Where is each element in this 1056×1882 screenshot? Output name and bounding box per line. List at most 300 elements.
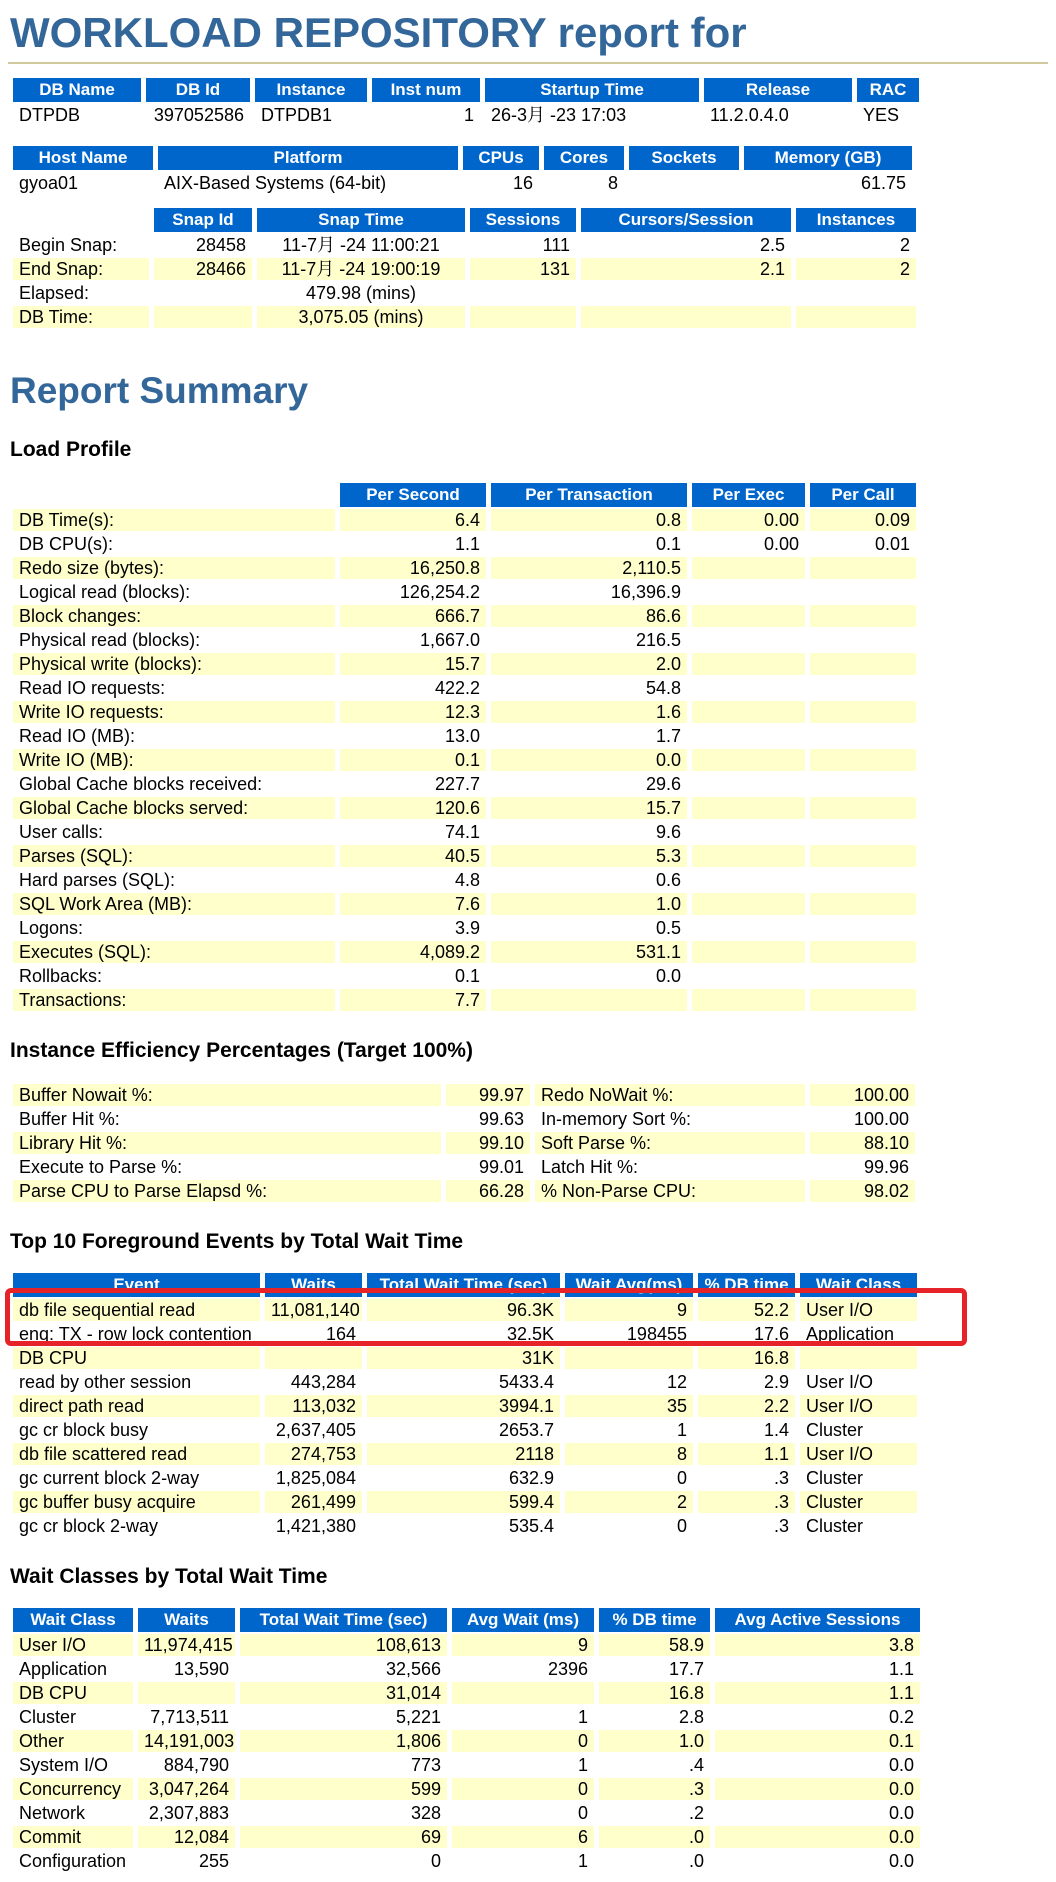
table-row — [13, 234, 916, 256]
column-header: Per Second — [340, 483, 486, 507]
table-cell: Cluster — [806, 1516, 864, 1536]
table-cell: 8 — [565, 1443, 693, 1465]
table-row — [13, 701, 916, 723]
instance-efficiency-table — [8, 1082, 920, 1204]
table-cell: 0.0 — [655, 966, 681, 986]
table-cell: 0 — [676, 1468, 687, 1488]
table-cell: 0.6 — [655, 870, 681, 890]
table-cell — [470, 282, 576, 304]
table-cell: 9 — [452, 1634, 594, 1656]
table-cell: Concurrency — [13, 1778, 133, 1800]
table-cell: 0.2 — [888, 1707, 914, 1727]
table-cell: 1 — [463, 105, 474, 125]
table-cell: DB CPU — [13, 1347, 260, 1369]
table-cell — [138, 1682, 235, 1704]
table-cell: 9 — [565, 1299, 693, 1321]
table-row — [13, 1156, 915, 1178]
table-cell — [810, 965, 916, 987]
table-cell: direct path read — [13, 1395, 260, 1417]
table-cell: Cluster — [19, 1707, 77, 1727]
table-cell: 11-7月 -24 19:00:19 — [257, 258, 465, 280]
table-cell: 12,084 — [138, 1826, 235, 1848]
table-cell: User I/O — [800, 1299, 917, 1321]
table-row — [13, 1467, 917, 1489]
table-cell — [581, 306, 791, 328]
table-cell: 1.6 — [491, 701, 687, 723]
table-cell: 884,790 — [163, 1755, 229, 1775]
column-header-empty — [13, 208, 149, 232]
table-cell — [810, 725, 916, 747]
table-cell: 16.8 — [698, 1347, 795, 1369]
table-cell: % Non-Parse CPU: — [535, 1180, 805, 1202]
column-header: Sockets — [629, 146, 739, 170]
table-cell: Redo NoWait %: — [535, 1084, 805, 1106]
table-cell: 2.8 — [678, 1707, 704, 1727]
table-cell: DTPDB — [19, 105, 81, 125]
table-cell: Configuration — [19, 1851, 127, 1871]
instance-efficiency-heading: Instance Efficiency Percentages (Target 100%) — [10, 1039, 473, 1062]
table-cell — [692, 821, 805, 843]
table-cell — [692, 869, 805, 891]
table-cell — [470, 306, 576, 328]
table-cell: 6.4 — [340, 509, 486, 531]
table-cell: 3,047,264 — [138, 1778, 235, 1800]
table-cell: 0.1 — [340, 749, 486, 771]
table-cell: 96.3K — [367, 1299, 560, 1321]
table-cell: 98.02 — [810, 1180, 915, 1202]
table-cell: 531.1 — [491, 941, 687, 963]
table-cell: 397052586 — [153, 105, 244, 125]
table-cell: .2 — [688, 1803, 704, 1823]
table-cell: 1 — [676, 1420, 687, 1440]
column-header-empty — [13, 483, 335, 507]
table-cell: 40.5 — [340, 845, 486, 867]
table-cell — [629, 172, 739, 194]
table-row — [13, 581, 916, 603]
header-row — [13, 1273, 917, 1297]
table-cell: .3 — [773, 1468, 789, 1488]
table-cell: 99.10 — [446, 1132, 530, 1154]
column-header: Wait Avg(ms) — [565, 1273, 693, 1297]
table-cell: 31,014 — [240, 1682, 447, 1704]
table-cell — [810, 557, 916, 579]
table-cell — [692, 725, 805, 747]
table-cell: End Snap: — [13, 258, 149, 280]
table-cell: 15.7 — [340, 653, 486, 675]
table-cell: 54.8 — [645, 678, 681, 698]
table-cell: 328 — [410, 1803, 441, 1823]
table-cell: 2 — [899, 235, 910, 255]
table-cell: 12.3 — [340, 701, 486, 723]
table-cell: 32,566 — [385, 1659, 441, 1679]
table-row — [13, 821, 916, 843]
table-cell: Commit — [13, 1826, 133, 1848]
table-cell: 0 — [452, 1778, 594, 1800]
table-cell: 773 — [410, 1755, 441, 1775]
table-cell: Read IO (MB): — [19, 726, 136, 746]
table-cell: 3.9 — [454, 918, 480, 938]
table-cell: 11,081,140 — [265, 1299, 362, 1321]
table-cell: .3 — [698, 1491, 795, 1513]
table-cell — [796, 282, 916, 304]
column-header: Inst num — [372, 78, 480, 102]
table-cell: 4,089.2 — [340, 941, 486, 963]
table-cell — [581, 282, 791, 304]
db-info-table — [8, 76, 924, 128]
table-cell — [692, 773, 805, 795]
table-cell: Block changes: — [13, 605, 335, 627]
top-events-table — [8, 1271, 922, 1539]
table-cell: 0 — [430, 1851, 441, 1871]
table-cell — [154, 306, 252, 328]
table-cell — [154, 282, 252, 304]
table-row — [13, 1515, 917, 1537]
table-cell: 3994.1 — [367, 1395, 560, 1417]
table-cell: 99.97 — [446, 1084, 530, 1106]
table-cell: 0 — [577, 1803, 588, 1823]
table-cell — [810, 629, 916, 651]
table-row — [13, 1682, 920, 1704]
table-cell: User I/O — [800, 1443, 917, 1465]
table-cell: 8 — [607, 173, 618, 193]
table-row — [13, 306, 916, 328]
table-cell — [692, 941, 805, 963]
table-cell: 11.2.0.4.0 — [710, 105, 789, 125]
table-row — [13, 1299, 917, 1321]
table-cell: 0.0 — [715, 1826, 920, 1848]
table-cell: 28458 — [195, 235, 246, 255]
column-header: % DB time — [698, 1273, 795, 1297]
table-cell: 666.7 — [340, 605, 486, 627]
table-cell: 58.9 — [599, 1634, 710, 1656]
table-cell: 2 — [565, 1491, 693, 1513]
table-cell — [810, 893, 916, 915]
column-header: Waits — [138, 1608, 235, 1632]
load-profile-heading: Load Profile — [10, 438, 132, 461]
load-profile-table — [8, 481, 921, 1013]
table-cell: 26-3月 -23 17:03 — [491, 105, 627, 125]
table-row — [13, 629, 916, 651]
table-cell — [810, 653, 916, 675]
table-row — [13, 1658, 920, 1680]
table-cell — [810, 749, 916, 771]
table-cell: 2396 — [547, 1659, 588, 1679]
table-cell: 0.1 — [715, 1730, 920, 1752]
table-row — [13, 677, 916, 699]
table-cell: Rollbacks: — [19, 966, 103, 986]
table-cell: Global Cache blocks received: — [19, 774, 263, 794]
table-cell — [810, 773, 916, 795]
column-header: Wait Class — [800, 1273, 917, 1297]
table-row — [13, 1706, 920, 1728]
column-header: Snap Time — [257, 208, 465, 232]
column-header: Waits — [265, 1273, 362, 1297]
table-cell: Read IO requests: — [19, 678, 166, 698]
table-cell: 1.1 — [715, 1682, 920, 1704]
table-row — [13, 104, 919, 126]
table-cell: 13,590 — [173, 1659, 229, 1679]
header-row — [13, 1608, 920, 1632]
table-cell: YES — [863, 105, 900, 125]
column-header: RAC — [857, 78, 919, 102]
table-cell: 1 — [577, 1755, 588, 1775]
table-cell: 1.1 — [698, 1443, 795, 1465]
table-row — [13, 1371, 917, 1393]
table-cell: 9.6 — [655, 822, 681, 842]
table-cell: 2 — [796, 258, 916, 280]
table-cell: 131 — [470, 258, 576, 280]
table-cell: db file scattered read — [13, 1443, 260, 1465]
table-cell: 0.09 — [810, 509, 916, 531]
column-header: Snap Id — [154, 208, 252, 232]
table-cell: DTPDB1 — [261, 105, 333, 125]
table-cell: 74.1 — [444, 822, 480, 842]
table-cell: .3 — [773, 1516, 789, 1536]
table-cell — [810, 797, 916, 819]
table-cell: 113,032 — [265, 1395, 362, 1417]
table-cell — [810, 605, 916, 627]
table-cell: Buffer Hit %: — [19, 1109, 120, 1129]
table-cell: Application — [19, 1659, 108, 1679]
table-cell: 88.10 — [810, 1132, 915, 1154]
table-cell — [810, 677, 916, 699]
table-cell: 13.0 — [444, 726, 480, 746]
table-cell: 1,421,380 — [275, 1516, 356, 1536]
table-cell: 0.0 — [888, 1851, 914, 1871]
table-cell: 7.7 — [340, 989, 486, 1011]
table-cell: 108,613 — [240, 1634, 447, 1656]
table-cell — [692, 605, 805, 627]
table-cell: 16.8 — [599, 1682, 710, 1704]
table-cell: 3,075.05 (mins) — [257, 306, 465, 328]
table-cell — [810, 581, 916, 603]
table-row — [13, 282, 916, 304]
table-cell: 1,825,084 — [275, 1468, 356, 1488]
table-cell — [810, 989, 916, 1011]
table-cell: 479.98 (mins) — [305, 283, 417, 303]
table-cell — [692, 965, 805, 987]
table-row — [13, 1754, 920, 1776]
table-cell: 1,806 — [240, 1730, 447, 1752]
table-row — [13, 1108, 915, 1130]
table-cell: gc current block 2-way — [19, 1468, 200, 1488]
table-cell: 1 — [577, 1707, 588, 1727]
table-cell: 535.4 — [508, 1516, 554, 1536]
table-cell: Write IO (MB): — [13, 749, 335, 771]
column-header: Host Name — [13, 146, 153, 170]
table-cell: 1 — [577, 1851, 588, 1871]
table-cell: 111 — [542, 235, 570, 255]
table-row — [13, 725, 916, 747]
table-cell: 2.0 — [491, 653, 687, 675]
table-cell: 1.0 — [491, 893, 687, 915]
table-cell: Parse CPU to Parse Elapsd %: — [13, 1180, 441, 1202]
table-cell: Logons: — [19, 918, 84, 938]
table-cell — [452, 1682, 594, 1704]
table-cell — [692, 797, 805, 819]
table-cell: gyoa01 — [19, 173, 79, 193]
table-cell: 0.0 — [888, 1803, 914, 1823]
table-cell: Transactions: — [13, 989, 335, 1011]
column-header: Event — [13, 1273, 260, 1297]
table-row — [13, 965, 916, 987]
column-header: Startup Time — [485, 78, 699, 102]
column-header: Sessions — [470, 208, 576, 232]
header-row — [13, 483, 916, 507]
table-cell: 2118 — [367, 1443, 560, 1465]
table-cell: 5.3 — [491, 845, 687, 867]
table-cell: gc cr block busy — [19, 1420, 149, 1440]
table-cell: 1.0 — [599, 1730, 710, 1752]
table-cell — [810, 917, 916, 939]
column-header: % DB time — [599, 1608, 710, 1632]
table-cell — [265, 1347, 362, 1369]
table-cell — [800, 1347, 917, 1369]
table-cell — [692, 653, 805, 675]
table-row — [13, 653, 916, 675]
column-header: Instances — [796, 208, 916, 232]
table-cell: 0.0 — [715, 1778, 920, 1800]
table-cell: 0.00 — [692, 509, 805, 531]
table-cell: Other — [13, 1730, 133, 1752]
table-cell: 0.1 — [454, 966, 480, 986]
table-row — [13, 1850, 920, 1872]
table-cell: Cluster — [800, 1491, 917, 1513]
table-row — [13, 1802, 920, 1824]
table-row — [13, 989, 916, 1011]
table-row — [13, 1491, 917, 1513]
column-header: DB Name — [13, 78, 141, 102]
wait-classes-table — [8, 1606, 925, 1874]
table-cell: 1.7 — [655, 726, 681, 746]
table-cell: 0.1 — [655, 534, 681, 554]
wait-classes-heading: Wait Classes by Total Wait Time — [10, 1565, 328, 1588]
table-cell: Parses (SQL): — [13, 845, 335, 867]
table-cell — [491, 989, 687, 1011]
table-row — [13, 172, 912, 194]
table-cell: 52.2 — [698, 1299, 795, 1321]
table-cell: 99.63 — [478, 1109, 524, 1129]
table-cell: Execute to Parse %: — [19, 1157, 183, 1177]
table-row — [13, 917, 916, 939]
table-cell: Physical read (blocks): — [19, 630, 201, 650]
top-events-heading: Top 10 Foreground Events by Total Wait Time — [10, 1230, 464, 1253]
table-cell: 61.75 — [860, 173, 906, 193]
table-cell: 31K — [367, 1347, 560, 1369]
table-row — [13, 258, 916, 280]
table-cell: 7,713,511 — [150, 1707, 229, 1727]
column-header: DB Id — [146, 78, 250, 102]
table-cell: 16 — [512, 173, 533, 193]
table-cell: DB CPU(s): — [19, 534, 113, 554]
table-cell: User I/O — [800, 1395, 917, 1417]
table-cell: Latch Hit %: — [541, 1157, 639, 1177]
table-cell: 69 — [240, 1826, 447, 1848]
table-cell: 0.00 — [763, 534, 799, 554]
table-cell: 0 — [452, 1730, 594, 1752]
column-header: Avg Wait (ms) — [452, 1608, 594, 1632]
table-cell: 261,499 — [265, 1491, 362, 1513]
table-cell: 7.6 — [340, 893, 486, 915]
table-cell: 599.4 — [367, 1491, 560, 1513]
table-cell: 1,667.0 — [419, 630, 480, 650]
table-row — [13, 869, 916, 891]
table-cell: 66.28 — [446, 1180, 530, 1202]
table-row — [13, 749, 916, 771]
table-cell — [810, 845, 916, 867]
table-cell: AIX-Based Systems (64-bit) — [164, 173, 387, 193]
table-cell: .3 — [599, 1778, 710, 1800]
table-row — [13, 1084, 915, 1106]
column-header: Avg Active Sessions — [715, 1608, 920, 1632]
table-cell: 599 — [240, 1778, 447, 1800]
table-cell: 126,254.2 — [399, 582, 480, 602]
table-row — [13, 845, 916, 867]
table-cell: 4.8 — [454, 870, 480, 890]
table-cell — [692, 893, 805, 915]
table-cell: 11-7月 -24 11:00:21 — [282, 235, 440, 255]
table-cell: 0.0 — [491, 749, 687, 771]
column-header: Instance — [255, 78, 367, 102]
table-row — [13, 1826, 920, 1848]
table-cell: 86.6 — [491, 605, 687, 627]
host-info-table — [8, 144, 917, 196]
column-header: CPUs — [463, 146, 539, 170]
table-cell — [692, 677, 805, 699]
table-row — [13, 1180, 915, 1202]
table-cell — [810, 941, 916, 963]
table-cell: 28466 — [154, 258, 252, 280]
table-row — [13, 797, 916, 819]
table-cell: User I/O — [806, 1372, 874, 1392]
column-header: Memory (GB) — [744, 146, 912, 170]
table-cell: 1.4 — [763, 1420, 789, 1440]
table-cell: gc cr block 2-way — [19, 1516, 159, 1536]
table-cell — [692, 557, 805, 579]
table-cell: 216.5 — [635, 630, 681, 650]
table-row — [13, 509, 916, 531]
table-cell: 100.00 — [810, 1084, 915, 1106]
table-cell: 5,221 — [395, 1707, 441, 1727]
table-cell: DB CPU — [13, 1682, 133, 1704]
table-cell — [692, 989, 805, 1011]
table-cell: Physical write (blocks): — [13, 653, 335, 675]
header-row — [13, 208, 916, 232]
table-row — [13, 1443, 917, 1465]
table-cell — [796, 306, 916, 328]
table-cell: 35 — [565, 1395, 693, 1417]
header-row — [13, 146, 912, 170]
column-header: Cores — [544, 146, 624, 170]
table-cell: 17.6 — [753, 1324, 789, 1344]
table-cell: .0 — [688, 1851, 704, 1871]
table-cell: 2.1 — [581, 258, 791, 280]
table-cell: DB Time: — [13, 306, 149, 328]
table-cell: 2,637,405 — [275, 1420, 356, 1440]
table-cell: Network — [19, 1803, 86, 1823]
table-cell: Elapsed: — [19, 283, 90, 303]
snapshot-table — [8, 206, 921, 330]
table-cell: 16,250.8 — [340, 557, 486, 579]
table-cell: 443,284 — [290, 1372, 356, 1392]
table-row — [13, 893, 916, 915]
table-cell — [565, 1347, 693, 1369]
top-events-section — [8, 1271, 1048, 1539]
table-cell: 227.7 — [434, 774, 480, 794]
column-header: Wait Class — [13, 1608, 133, 1632]
table-cell: enq: TX - row lock contention — [19, 1324, 252, 1344]
table-cell — [810, 701, 916, 723]
